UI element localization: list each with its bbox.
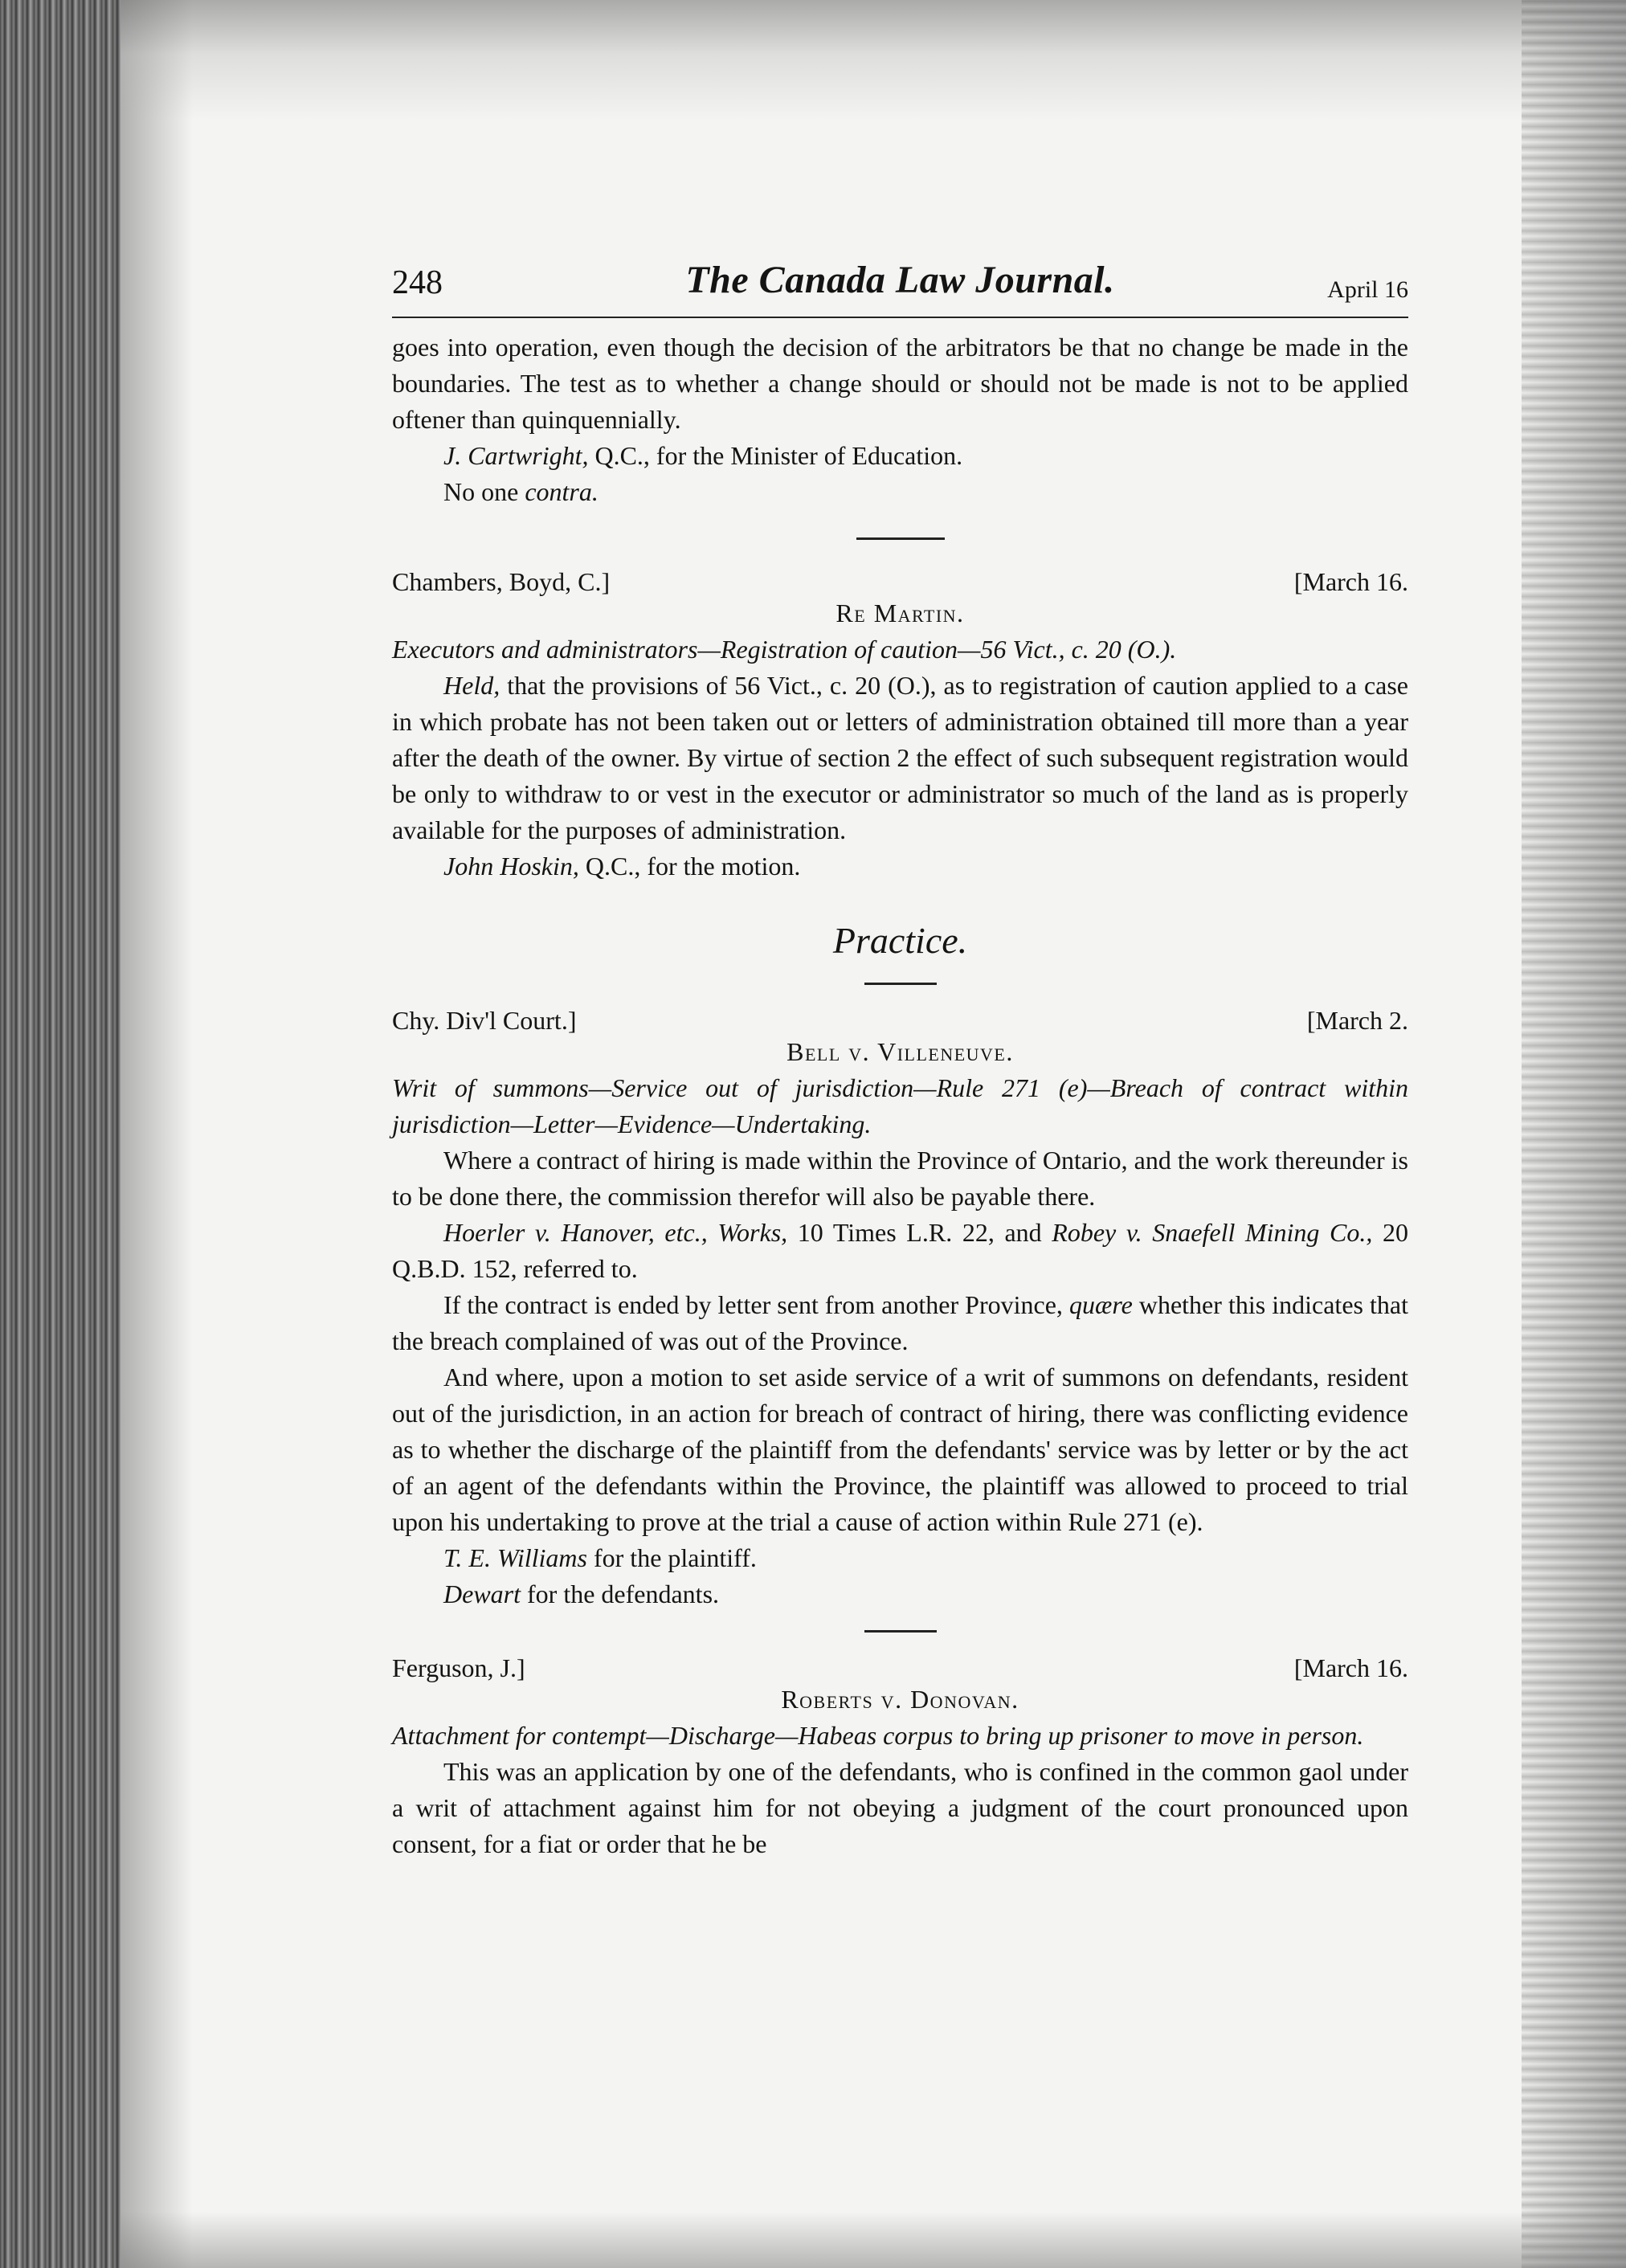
scan-edge-left	[0, 0, 121, 2268]
held-text: that the provisions of 56 Vict., c. 20 (O.), as to registration of caution applied to a case in which probate has not been taken out or letters of administration obtained till more than a year after the death of the owner. By virtue of section 2 the effect of such subsequent registration would be only to withdraw to or vest in the executor or administrator so much of the land as is properly available for the purposes of administration.	[392, 671, 1408, 844]
section-divider	[864, 1630, 937, 1633]
case-headnote: Attachment for contempt—Discharge—Habeas corpus to bring up prisoner to move in person.	[392, 1721, 1364, 1750]
contra-line	[392, 474, 1408, 510]
counsel-text: for the plaintiff.	[586, 1543, 757, 1572]
case-paragraph: This was an application by one of the defendants, who is confined in the common gaol under a writ of attachment against him for not obeying a judgment of the court pronounced upon consent, for a fiat or order that he be	[392, 1757, 1408, 1858]
case-court: Chambers, Boyd, C.]	[392, 567, 611, 596]
case-paragraph: And where, upon a motion to set aside service of a writ of summons on defendants, resident out of the jurisdiction, in an action for breach of contract of hiring, there was conflicting evidence as to whether the discharge of the plaintiff from the defendants' service was by letter or by the act of an agent of the defendants within the Province, the plaintiff was allowed to proceed to trial upon his undertaking to prove at the trial a cause of action within Rule 271 (e).	[392, 1363, 1408, 1536]
counsel-name: T. E. Williams	[443, 1543, 587, 1572]
section-divider	[864, 983, 937, 985]
counsel-text: for the defendants.	[521, 1579, 720, 1608]
counsel-line	[392, 1576, 1408, 1612]
issue-date: April 16	[1327, 276, 1408, 303]
case-title: Bell v. Villeneuve.	[786, 1037, 1014, 1066]
continued-paragraph: goes into operation, even though the decision of the arbitrators be that no change be made in the boundaries. The test as to whether a change should or should not be made is not to be applied oftener than quinquennially.	[392, 333, 1408, 434]
scan-edge-left-shadow	[121, 0, 193, 2268]
case-paragraph: Where a contract of hiring is made within the Province of Ontario, and the work thereunder is to be done there, the commission therefor will also be payable there.	[392, 1146, 1408, 1211]
section-heading: Practice.	[832, 920, 968, 961]
section-divider	[856, 537, 945, 540]
case-citation	[392, 1215, 1408, 1287]
case-date: [March 16.	[1293, 567, 1408, 596]
journal-page	[392, 259, 1409, 1862]
case-court: Chy. Div'l Court.]	[392, 1006, 577, 1035]
scan-edge-top	[121, 0, 1626, 121]
citation-case: Robey v. Snaefell Mining Co.,	[1052, 1218, 1373, 1247]
citation-text: 10 Times L.R. 22, and	[787, 1218, 1052, 1247]
counsel-text: Q.C., for the Minister of Education.	[588, 441, 963, 470]
counsel-line	[392, 438, 1408, 474]
case-court: Ferguson, J.]	[392, 1653, 525, 1682]
counsel-text: Q.C., for the motion.	[578, 852, 801, 881]
case-title: Re Martin.	[835, 599, 965, 627]
paragraph-text: whether this indicates that the breach complained of was out of the Province.	[392, 1290, 1409, 1355]
paragraph-text: If the contract is ended by letter sent from another Province,	[443, 1290, 1069, 1319]
counsel-line	[392, 1540, 1408, 1576]
case-headnote: Executors and administrators—Registration of caution—56 Vict., c. 20 (O.).	[392, 635, 1177, 664]
page-number: 248	[392, 264, 443, 301]
counsel-name: John Hoskin,	[443, 852, 579, 881]
journal-title: The Canada Law Journal.	[685, 259, 1115, 301]
counsel-name: J. Cartwright,	[443, 441, 589, 470]
case-headnote: Writ of summons—Service out of jurisdiction—Rule 271 (e)—Breach of contract within jurisdiction—Letter—Evidence—Undertaking.	[392, 1073, 1408, 1138]
scan-edge-bottom	[121, 2212, 1626, 2268]
contra-word: contra.	[525, 477, 599, 506]
contra-prefix: No one	[443, 477, 525, 506]
case-paragraph	[392, 1287, 1408, 1359]
citation-text: 20 Q.B.D. 152, referred to.	[392, 1218, 1409, 1283]
case-title: Roberts v. Donovan.	[781, 1685, 1019, 1714]
held-word: Held,	[443, 671, 500, 700]
case-date: [March 16.	[1293, 1653, 1408, 1682]
case-date: [March 2.	[1306, 1006, 1408, 1035]
citation-case: Hoerler v. Hanover, etc., Works,	[443, 1218, 788, 1247]
quaere-word: quære	[1068, 1290, 1133, 1319]
scan-edge-right	[1522, 0, 1626, 2268]
counsel-line	[392, 848, 1408, 885]
case-holding	[392, 668, 1408, 848]
counsel-name: Dewart	[443, 1579, 521, 1608]
running-head	[392, 259, 1408, 318]
